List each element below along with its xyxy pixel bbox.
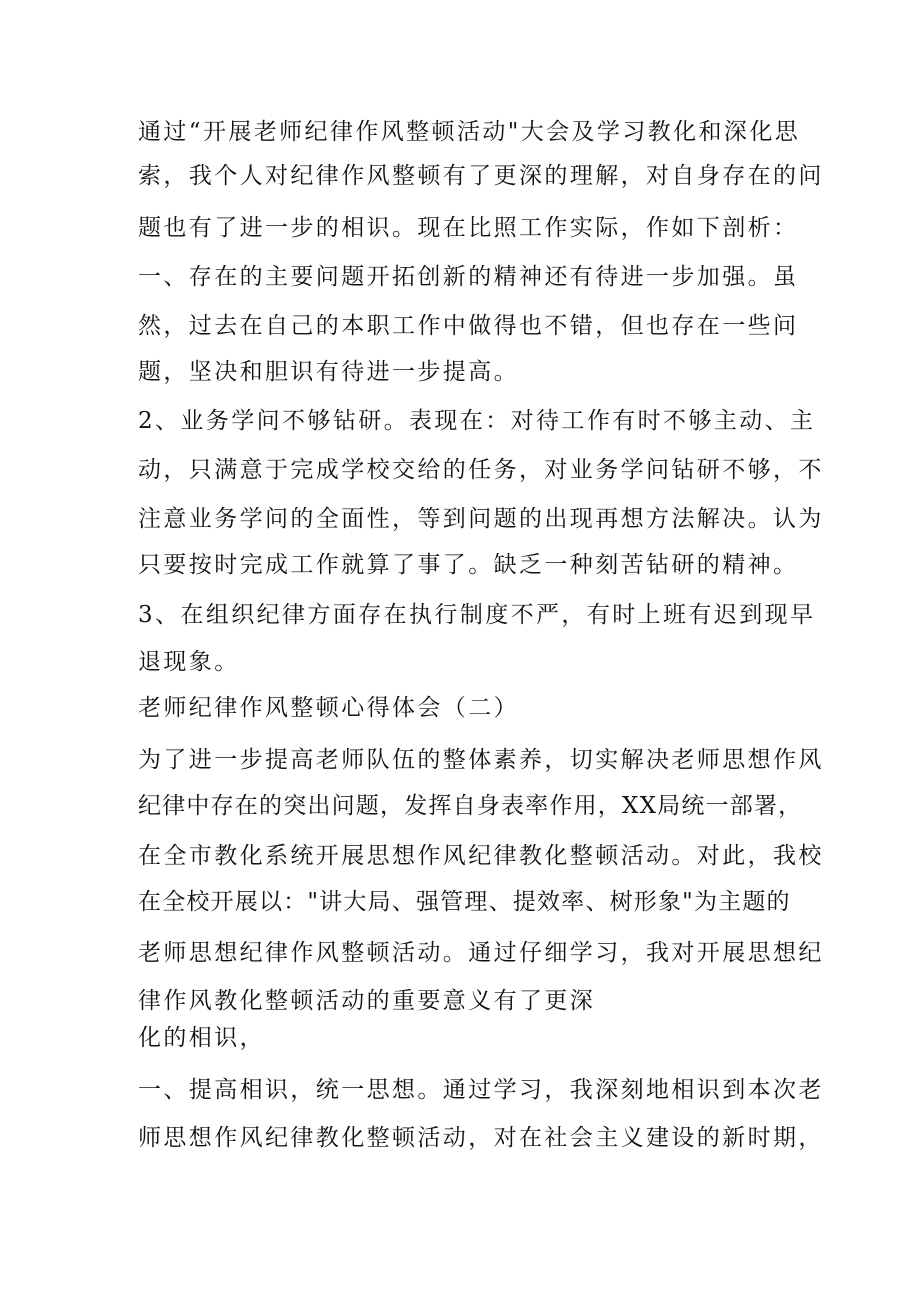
section-heading: 老师纪律作风整顿心得体会（二）: [138, 695, 519, 721]
paragraph-line: 在全校开展以："讲大局、强管理、提效率、树形象"为主题的: [138, 889, 791, 915]
paragraph-line: 在全市教化系统开展思想作风纪律教化整顿活动。对此，我校: [138, 843, 824, 869]
paragraph-line: 3、在组织纪律方面存在执行制度不严，有时上班有迟到现早: [138, 602, 816, 628]
paragraph-line: 一、提高相识，统一思想。通过学习，我深刻地相识到本次老: [138, 1077, 824, 1103]
paragraph-line: 律作风教化整顿活动的重要意义有了更深: [138, 988, 596, 1014]
paragraph-line: 然，过去在自己的本职工作中做得也不错，但也存在一些问: [138, 313, 799, 339]
paragraph-line: 通过“开展老师纪律作风整顿活动"大会及学习教化和深化思: [138, 119, 801, 145]
paragraph-line: 纪律中存在的突出问题，发挥自身表率作用，XX局统一部署，: [138, 793, 803, 819]
paragraph-line: 为了进一步提高老师队伍的整体素养，切实解决老师思想作风: [138, 747, 824, 773]
paragraph-line: 题，坚决和胆识有待进一步提高。: [138, 359, 519, 385]
paragraph-line: 索，我个人对纪律作风整顿有了更深的理解，对自身存在的问: [138, 163, 824, 189]
paragraph-line: 2、业务学问不够钻研。表现在：对待工作有时不够主动、主: [138, 408, 816, 434]
paragraph-line: 退现象。: [138, 649, 240, 675]
paragraph-line: 题也有了进一步的相识。现在比照工作实际，作如下剖析：: [138, 215, 799, 241]
paragraph-line: 注意业务学问的全面性，等到问题的出现再想方法解决。认为: [138, 506, 824, 532]
paragraph-line: 只要按时完成工作就算了事了。缺乏一种刻苦钻研的精神。: [138, 552, 799, 578]
paragraph-line: 一、存在的主要问题开拓创新的精神还有待进一步加强。虽: [138, 264, 799, 290]
paragraph-line: 动，只满意于完成学校交给的任务，对业务学问钻研不够，不: [138, 457, 824, 483]
paragraph-line: 师思想作风纪律教化整顿活动，对在社会主义建设的新时期，: [138, 1125, 824, 1151]
paragraph-line: 化的相识，: [138, 1025, 265, 1051]
paragraph-line: 老师思想纪律作风整顿活动。通过仔细学习，我对开展思想纪: [138, 940, 824, 966]
